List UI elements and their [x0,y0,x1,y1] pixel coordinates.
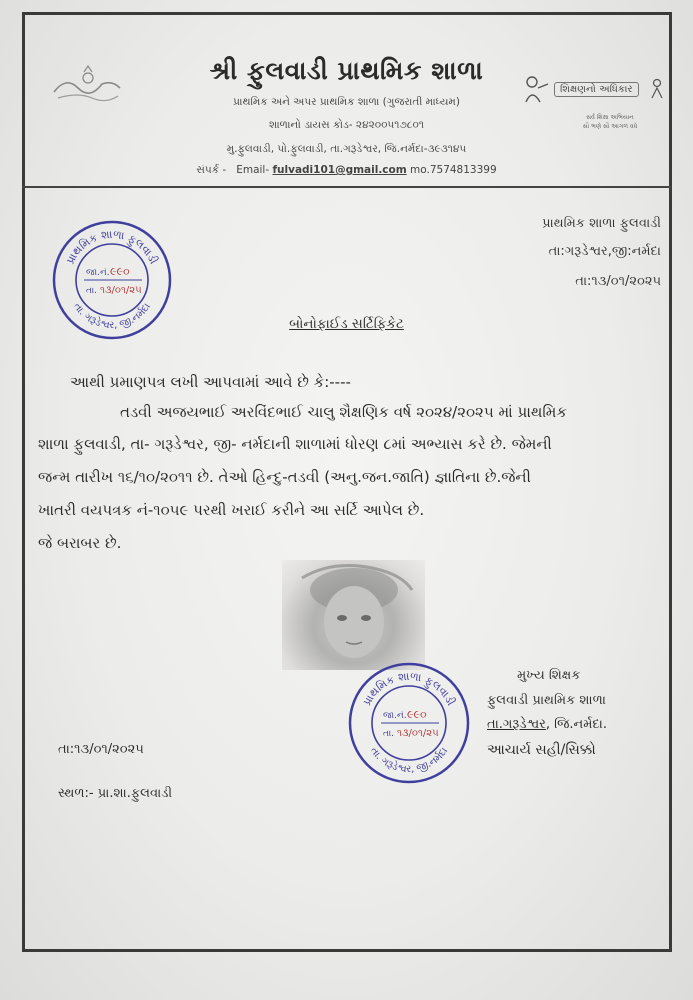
certificate-intro: આથી પ્રમાણપત્ર લખી આપવામાં આવે છે કે:---- [70,373,351,391]
certificate-line-2: શાળા ફુલવાડી, તા- ગરૂડેશ્વર, જી- નર્મદાની શાળામાં ધોરણ ૮માં અભ્યાસ કરે છે. જેમની [38,435,552,453]
address-taluka: તા:ગરૂડેશ્વર,જી:નર્મદા [548,244,661,259]
contact-line [0,164,693,177]
header-divider [22,186,672,188]
address-school: પ્રાથમિક શાળા ફુલવાડી [542,216,661,231]
stamp-bottom-date-value: ૧૩/૦૧/૨૫ [397,728,439,739]
signature-label: આચાર્ય સહી/સિક્કો [487,742,596,758]
rte-logo-label: શિક્ષણનો અધિકાર [554,82,639,97]
certificate-line-4: ખાતરી વયપત્રક નં-૧૦૫૯ પરથી ખરાઈ કરીને આ સર્ટિ આપેલ છે. [38,501,425,519]
stamp-top-arc-text: પ્રાથમિક શાળા ફુલવાડી [63,227,161,267]
stamp-top-no-value: ૯૯૦ [110,265,130,278]
contact-label: સંપર્ક - [196,164,227,176]
stamp-top-no-label: જા.નં. [86,268,110,278]
certificate-line-3: જન્મ તારીખ ૧૬/૧૦/૨૦૧૧ છે. તેઓ હિન્દુ-તડવી (અનુ.જન.જાતિ) જ્ઞાતિના છે.જેની [38,468,531,486]
address-date: તા:૧૩/૦૧/૨૦૨૫ [575,274,661,289]
stamp-top-arc-bottom: તા. ગરૂડેશ્વર, જી.નર્મદા [71,301,153,332]
mobile-number: mo.7574813399 [410,164,497,176]
footer-date: તા:૧૩/૦૧/૨૦૨૫ [58,742,144,757]
certificate-title: બોનોફાઈડ સર્ટિફિકેટ [289,316,404,332]
student-photo [282,560,425,670]
signatory-place: તા.ગરૂડેશ્વર, જિ.નર્મદા. [487,717,607,732]
stamp-bottom-date-label: તા. [383,729,395,739]
school-type: પ્રાથમિક અને અપર પ્રાથમિક શાળા (ગુજરાતી માધ્યમ) [233,96,460,108]
email-label: Email- [236,164,270,176]
stamp-bottom-arc-text: પ્રાથમિક શાળા ફુલવાડી [360,669,458,708]
certificate-line-1: તડવી અજયભાઈ અરવિંદભાઈ ચાલુ શૈક્ષણિક વર્ષ ૨૦૨૪/૨૦૨૫ માં પ્રાથમિક [120,403,567,421]
school-name: શ્રી ફુલવાડી પ્રાથમિક શાળા [209,56,484,85]
stamp-top-date-label: તા. [86,286,98,296]
signatory-school: ફુલવાડી પ્રાથમિક શાળા [487,693,606,708]
signatory-role: મુખ્ય શિક્ષક [517,668,581,683]
stamp-bottom-arc-bottom: તા. ગરૂડેશ્વર, જી.નર્મદા [367,745,451,776]
stamp-bottom-no-value: ૯૯૦ [407,708,427,721]
footer-place: સ્થળ:- પ્રા.શા.ફુલવાડી [58,786,173,801]
stamp-bottom-no-label: જા.નં. [383,711,407,721]
stamp-top-date-value: ૧૩/૦૧/૨૫ [100,285,142,296]
email-link[interactable]: fulvadi101@gmail.com [272,164,407,176]
certificate-line-5: જે બરાબર છે. [38,534,122,552]
rte-logo-subtext: સર્વ શિક્ષા અભિયાન સૌ ભણે સૌ આગળ વધે [582,114,638,130]
dise-code: શાળાનો ડાયસ કોડ- ૨૪૨૦૦૫૧૭૮૦૧ [269,119,424,131]
school-address: મુ.ફુલવાડી, પો.ફુલવાડી, તા.ગરૂડેશ્વર, જિ.નર્મદા-૩૯૩૧૪૫ [226,143,467,155]
school-stamp-bottom [346,660,472,786]
